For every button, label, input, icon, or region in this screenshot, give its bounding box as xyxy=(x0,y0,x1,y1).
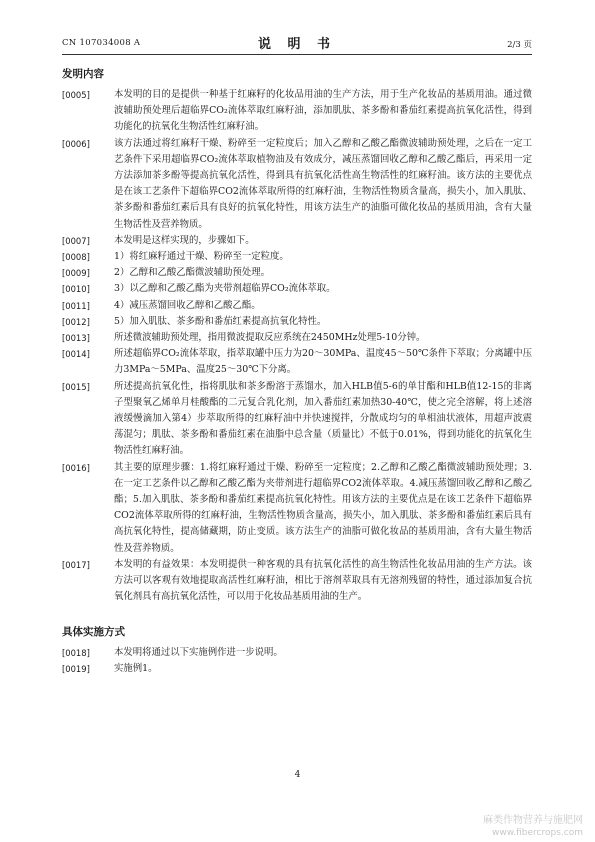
paragraph-number: [0015] xyxy=(62,381,90,392)
paragraph-number: [0016] xyxy=(62,462,90,473)
header-divider xyxy=(62,54,532,55)
watermark-line1: 麻类作物营养与施肥网 xyxy=(483,815,583,826)
patent-number: CN 107034008 A xyxy=(62,38,141,48)
page-number: 4 xyxy=(294,770,301,780)
paragraph xyxy=(62,233,532,249)
paragraph-number: [0012] xyxy=(62,316,90,327)
paragraph xyxy=(62,460,532,557)
paragraph xyxy=(62,314,532,330)
paragraph xyxy=(62,557,532,606)
paragraph xyxy=(62,346,532,378)
paragraph xyxy=(62,330,532,346)
paragraph-text: 其主要的原理步骤：1.将红麻籽通过干燥、粉碎至一定粒度；2.乙醇和乙酸乙酯微波辅助预处理；3. 在一定工艺条件以乙醇和乙酸乙酯为夹带剂进行超临界CO2流体萃取。4.减压蒸馏回收乙醇和乙酸乙酯；5.加入肌肽、茶多酚和番茄红素提高抗氧化特性。用该方法的主要优点是在该工艺条件下超临界CO2流体萃取所得的红麻籽油，生物活性物质含量高，损失小，加入肌肽、茶多酚和番茄红素后具有高抗氧化特性，提高储藏期，防止变质。该方法生产的油脂可做化妆品的基质用油，含有大量生物活性及营养物质。 xyxy=(114,461,532,554)
document-title: 说 明 书 xyxy=(257,37,337,52)
paragraph-text: 所述超临界CO₂流体萃取，指萃取罐中压力为20～30MPa、温度45～50℃条件下萃取；分离罐中压力3MPa～5MPa、温度25～30℃下分离。 xyxy=(114,348,532,376)
paragraph-text: 1）将红麻籽通过干燥、粉碎至一定粒度。 xyxy=(114,251,289,263)
paragraph-text: 2）乙醇和乙酸乙酯微波辅助预处理。 xyxy=(114,267,270,279)
paragraph xyxy=(62,298,532,314)
paragraph-number: [0008] xyxy=(62,252,90,263)
paragraph xyxy=(62,87,532,136)
site-watermark xyxy=(435,812,585,838)
paragraph-number: [0005] xyxy=(62,90,90,100)
paragraph-number: [0006] xyxy=(62,138,90,149)
page-header xyxy=(62,30,532,54)
paragraph-text: 4）减压蒸馏回收乙醇和乙酸乙酯。 xyxy=(114,299,261,311)
paragraph-text: 5）加入肌肽、茶多酚和番茄红素提高抗氧化特性。 xyxy=(114,315,327,327)
paragraph xyxy=(62,661,532,677)
paragraph-number: [0019] xyxy=(62,663,90,674)
watermark-logo xyxy=(435,812,585,838)
paragraph-text: 所述提高抗氧化性，指将肌肽和茶多酚溶于蒸馏水，加入HLB值5-6的单甘酯和HLB值12-15的非离子型聚氧乙烯单月桂酸酯的二元复合乳化剂，加入番茄红素加热30-40℃，使之完全溶解，将上述溶液缓慢滴加入第4）步萃取所得的红麻籽油中并快速搅拌，分散成均匀的单相油状液体，用超声波震荡混匀；肌肽、茶多酚和番茄红素在油脂中总含量（质量比）不低于0.01%，得到功能化的抗氧化生物活性红麻籽油。 xyxy=(114,380,532,457)
paragraph-number: [0009] xyxy=(62,268,90,279)
paragraph-list-embodiment xyxy=(62,645,532,677)
paragraph-number: [0018] xyxy=(62,647,90,658)
paragraph-text: 实施例1。 xyxy=(114,662,158,674)
paragraph xyxy=(62,249,532,265)
paragraph-text: 本发明的目的是提供一种基于红麻籽的化妆品用油的生产方法，用于生产化妆品的基质用油。通过微波辅助预处理后超临界CO₂流体萃取红麻籽油，添加肌肽、茶多酚和番茄红素提高抗氧化活性，得到功能化的抗氧化生物活性红麻籽油。 xyxy=(114,89,532,133)
paragraph-number: [0017] xyxy=(62,559,90,570)
paragraph-text: 该方法通过将红麻籽干燥、粉碎至一定粒度后；加入乙醇和乙酸乙酯微波辅助预处理，之后在一定工艺条件下采用超临界CO₂流体萃取植物油及有效成分，减压蒸馏回收乙醇和乙酸乙酯后，再采用一定方法添加茶多酚等提高抗氧化活性，得到具有抗氧化活性高生物活性的红麻籽油。该方法的主要优点是在该工艺条件下超临界CO2流体萃取所得的红麻籽油，生物活性物质含量高，损失小，加入肌肽、茶多酚和番茄红素后具有良好的抗氧化特性，用该方法生产的油脂可做化妆品的基质用油，含有大量生物活性及营养物质。 xyxy=(114,137,532,230)
paragraph-number: [0011] xyxy=(62,300,90,311)
section-title-embodiment: 具体实施方式 xyxy=(62,625,125,638)
paragraph-text: 本发明的有益效果：本发明提供一种客观的具有抗氧化活性的高生物活性化妆品用油的生产方法。该方法可以客观有效地提取高活性红麻籽油，相比于溶剂萃取具有无溶剂残留的特性，通过添加复合抗氧化剂具有高抗氧化活性，可以用于化妆品基质用油的生产。 xyxy=(114,558,532,603)
paragraph-text: 本发明是这样实现的，步骤如下。 xyxy=(114,234,255,246)
paragraph-list xyxy=(62,87,532,606)
paragraph-text: 3）以乙醇和乙酸乙酯为夹带剂超临界CO₂流体萃取。 xyxy=(114,283,336,295)
paragraph xyxy=(62,281,532,297)
paragraph-number: [0013] xyxy=(62,333,90,344)
paragraph-number: [0010] xyxy=(62,284,90,295)
paragraph-number: [0014] xyxy=(62,349,90,360)
section-title-summary: 发明内容 xyxy=(62,68,104,80)
document-body xyxy=(62,66,532,677)
paragraph xyxy=(62,645,532,661)
page-indicator: 2/3 页 xyxy=(507,40,532,50)
paragraph xyxy=(62,379,532,460)
paragraph-text: 本发明将通过以下实施例作进一步说明。 xyxy=(114,646,283,658)
paragraph-number: [0007] xyxy=(62,235,90,246)
paragraph-text: 所述微波辅助预处理，指用微波提取反应系统在2450MHz处理5-10分钟。 xyxy=(114,332,426,344)
paragraph xyxy=(62,136,532,233)
watermark-line2: www.fibercrops.com xyxy=(492,828,583,838)
paragraph xyxy=(62,265,532,281)
